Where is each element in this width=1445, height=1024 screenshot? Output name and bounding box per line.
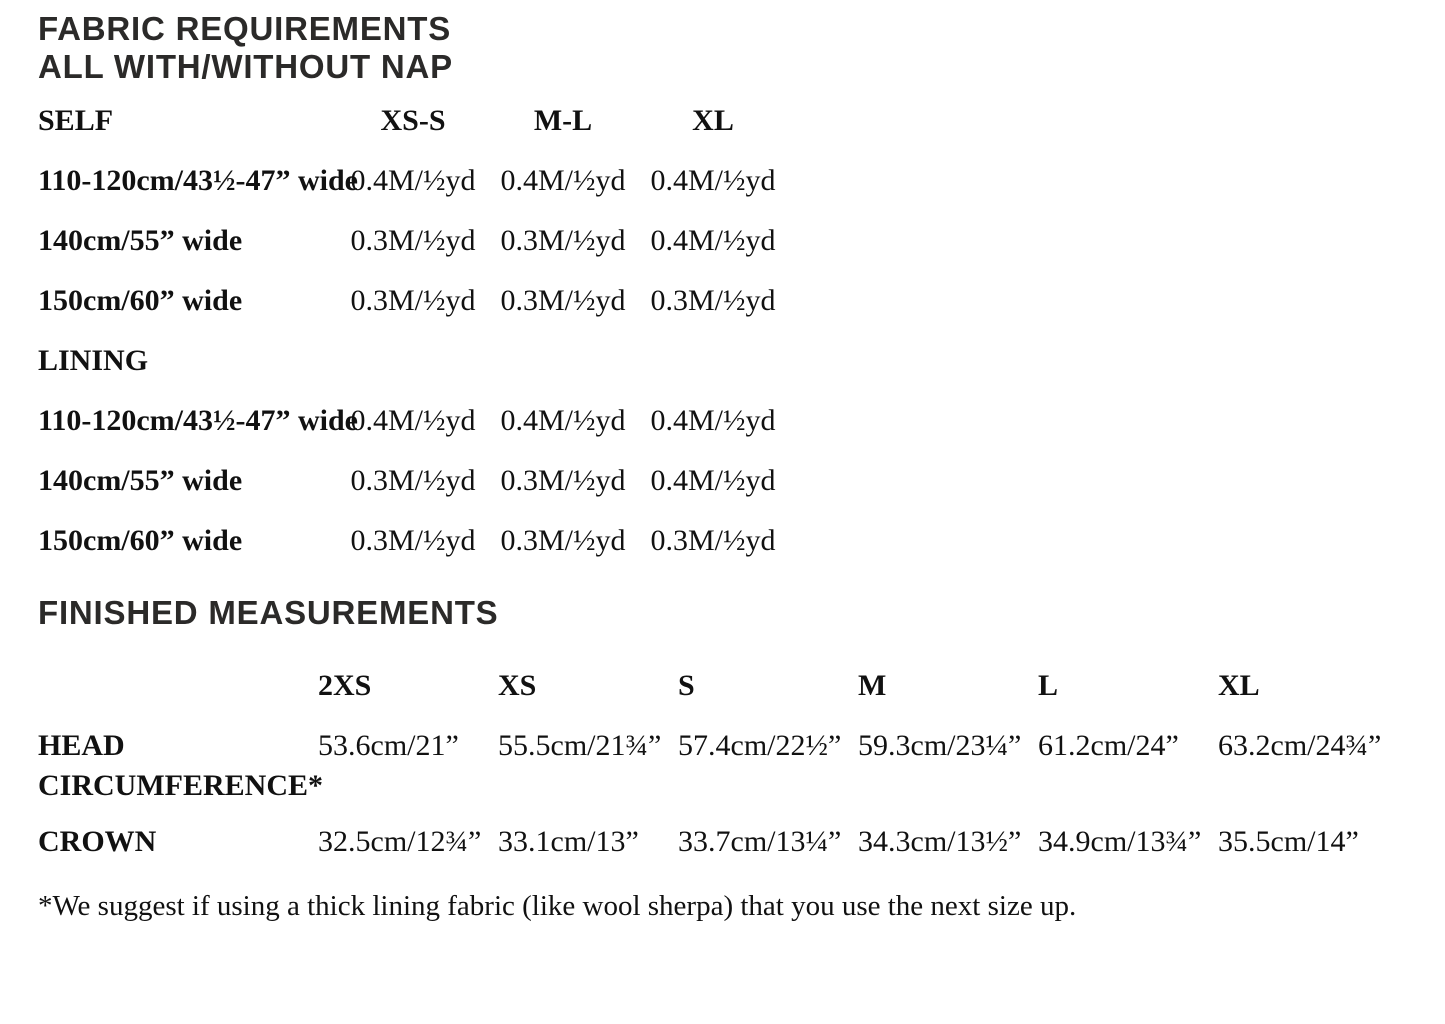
row-label-fabric-width: 150cm/60” wide [38, 284, 243, 317]
table-row-lining-140 [38, 464, 1405, 524]
cell-measurement: 34.3cm/13½” [858, 825, 1022, 858]
size-column-header-s: S [678, 669, 695, 702]
table-row-head-circumference [38, 726, 1405, 822]
cell-yardage: 0.3M/½yd [500, 464, 626, 497]
cell-measurement: 33.7cm/13¼” [678, 825, 842, 858]
cell-yardage: 0.4M/½yd [350, 164, 476, 197]
fabric-table-header-row-lining [38, 344, 1405, 404]
cell-measurement: 59.3cm/23¼” [858, 729, 1022, 762]
row-label-fabric-width: 110-120cm/43½-47” wide [38, 404, 358, 437]
fabric-requirements-title-line1: FABRIC REQUIREMENTS [38, 10, 452, 47]
row-label-fabric-width: 110-120cm/43½-47” wide [38, 164, 358, 197]
cell-yardage: 0.3M/½yd [350, 464, 476, 497]
finished-table-header-row [38, 666, 1405, 726]
cell-yardage: 0.4M/½yd [350, 404, 476, 437]
size-column-header-xs: XS [498, 669, 537, 702]
cell-yardage: 0.3M/½yd [500, 284, 626, 317]
finished-measurements-table [38, 666, 1405, 884]
cell-yardage: 0.4M/½yd [650, 164, 776, 197]
cell-yardage: 0.3M/½yd [350, 284, 476, 317]
size-column-header-m: M [858, 669, 887, 702]
fabric-requirements-title [38, 10, 1405, 86]
size-column-header-l: L [1038, 669, 1059, 702]
cell-yardage: 0.3M/½yd [350, 524, 476, 557]
cell-yardage: 0.3M/½yd [500, 224, 626, 257]
cell-measurement: 34.9cm/13¾” [1038, 825, 1202, 858]
cell-yardage: 0.4M/½yd [500, 404, 626, 437]
fabric-requirements-table [38, 104, 1405, 584]
size-column-header-xs-s: XS-S [380, 104, 446, 137]
section-label-self: SELF [38, 104, 114, 137]
cell-yardage: 0.4M/½yd [500, 164, 626, 197]
table-row-self-110-120 [38, 164, 1405, 224]
cell-yardage: 0.4M/½yd [650, 464, 776, 497]
cell-yardage: 0.3M/½yd [350, 224, 476, 257]
finished-measurements-title: FINISHED MEASUREMENTS [38, 594, 499, 631]
size-column-header-xl: XL [692, 104, 734, 137]
size-column-header-xl: XL [1218, 669, 1260, 702]
size-column-header-2xs: 2XS [318, 669, 372, 702]
section-label-lining: LINING [38, 344, 149, 377]
row-label-fabric-width: 140cm/55” wide [38, 224, 243, 257]
table-row-self-140 [38, 224, 1405, 284]
cell-yardage: 0.3M/½yd [650, 524, 776, 557]
cell-measurement: 61.2cm/24” [1038, 729, 1179, 762]
fabric-requirements-title-line2: ALL WITH/WITHOUT NAP [38, 48, 453, 85]
size-column-header-m-l: M-L [533, 104, 593, 137]
cell-yardage: 0.3M/½yd [650, 284, 776, 317]
row-label-fabric-width: 140cm/55” wide [38, 464, 243, 497]
cell-measurement: 35.5cm/14” [1218, 825, 1359, 858]
cell-measurement: 55.5cm/21¾” [498, 729, 662, 762]
cell-measurement: 63.2cm/24¾” [1218, 729, 1382, 762]
table-row-crown [38, 822, 1405, 884]
sizing-footnote: *We suggest if using a thick lining fabric (like wool sherpa) that you use the next size up. [38, 890, 1077, 922]
cell-measurement: 32.5cm/12¾” [318, 825, 482, 858]
fabric-table-header-row-self [38, 104, 1405, 164]
cell-yardage: 0.3M/½yd [500, 524, 626, 557]
table-row-lining-150 [38, 524, 1405, 584]
cell-yardage: 0.4M/½yd [650, 224, 776, 257]
cell-measurement: 53.6cm/21” [318, 729, 459, 762]
cell-measurement: 57.4cm/22½” [678, 729, 842, 762]
cell-yardage: 0.4M/½yd [650, 404, 776, 437]
row-label-head-circumference: HEAD CIRCUMFERENCE* [38, 729, 323, 802]
row-label-crown: CROWN [38, 825, 157, 858]
table-row-lining-110-120 [38, 404, 1405, 464]
row-label-fabric-width: 150cm/60” wide [38, 524, 243, 557]
table-row-self-150 [38, 284, 1405, 344]
cell-measurement: 33.1cm/13” [498, 825, 639, 858]
